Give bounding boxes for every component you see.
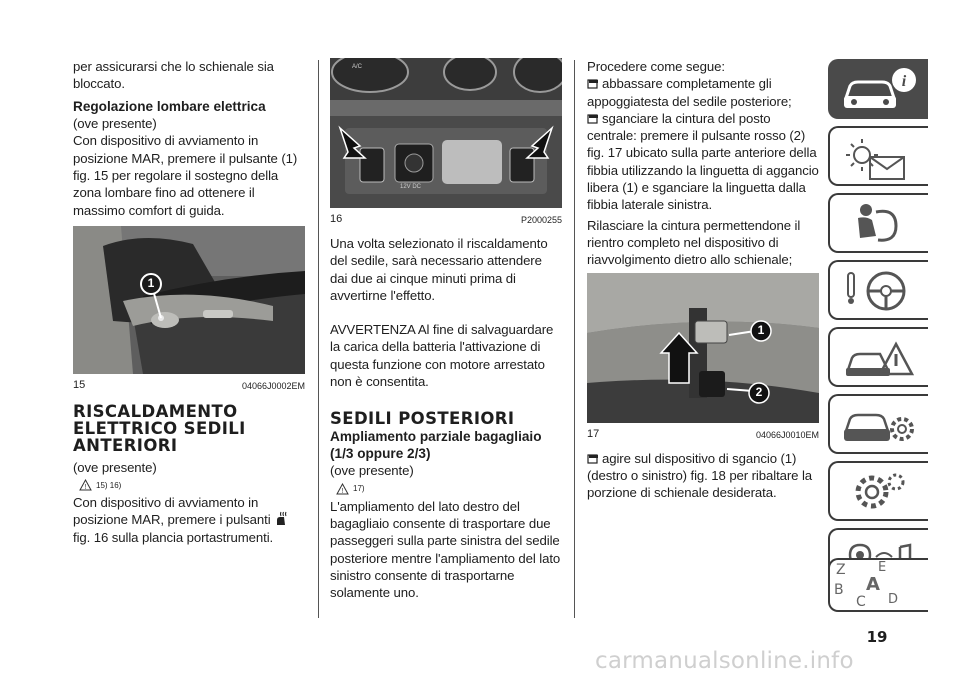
seat-heater-icon — [274, 511, 288, 527]
index-letter: A — [866, 574, 880, 595]
list-item — [587, 110, 819, 214]
fig17-callout-1: 1 — [757, 322, 765, 337]
fig15-code: 04066J0002EM — [241, 380, 305, 391]
fig16-code: P2000255 — [520, 215, 562, 225]
heated-warning-refs — [79, 478, 305, 492]
bullet-text: abbassare completamente gli appoggiatesta del sedile posteriore; — [587, 76, 792, 109]
car-info-icon — [840, 66, 924, 116]
tab-car-info[interactable] — [828, 59, 928, 119]
heated-ref-numbers: 15) 16) — [96, 480, 122, 490]
seat-belt-buckle-illustration — [587, 273, 819, 423]
fig15-callout: 1 — [147, 275, 155, 290]
figure-15 — [73, 226, 305, 374]
fig17-number: 17 — [587, 427, 600, 440]
warning-triangle-icon — [336, 483, 349, 495]
fig16-ac-label: A/C — [352, 64, 363, 70]
split-fold-text: L'ampliamento del lato destro del bagagliaio consente di trasportare due passeggeri sulla parte sinistra del sedile posteriore mentre l'ampliamento del lato sinistro consente di trasportarne solamente uno. — [330, 498, 561, 601]
tab-technical-data[interactable] — [828, 461, 928, 521]
lumbar-note: (ove presente) — [73, 116, 157, 132]
column-divider — [318, 60, 319, 618]
bullet-box-icon — [587, 454, 599, 464]
intro-text: per assicurarsi che lo schienale sia bloccato. — [73, 59, 274, 92]
figure-16 — [330, 58, 562, 208]
index-letter: B — [834, 582, 844, 598]
split-ref-number: 17) — [353, 484, 365, 494]
technical-data-icon — [840, 468, 924, 518]
column-left — [73, 58, 305, 546]
bullet-box-icon — [587, 114, 599, 124]
airbag-safety-icon — [840, 200, 924, 250]
column-middle — [330, 58, 562, 601]
tab-maintenance[interactable] — [828, 394, 928, 454]
index-letter: D — [888, 592, 899, 607]
fig16-socket-label: 12V DC — [400, 184, 422, 190]
fig17-code: 04066J0010EM — [755, 429, 819, 440]
heated-text-end: fig. 16 sulla plancia portastrumenti. — [73, 529, 274, 545]
split-fold-title: Ampliamento parziale bagagliaio (1/3 oppure 2/3) — [330, 429, 542, 461]
fig15-number: 15 — [73, 378, 86, 391]
tab-warning-lights[interactable] — [828, 126, 928, 186]
fig17-caption — [587, 428, 819, 440]
tab-emergency[interactable] — [828, 327, 928, 387]
warning-triangle-icon — [79, 479, 92, 491]
list-item — [587, 75, 819, 110]
svg-text:i: i — [901, 73, 907, 90]
svg-text:!: ! — [341, 487, 344, 495]
bullet-text: agire sul dispositivo di sgancio (1) (destro o sinistro) fig. 18 per ribaltare la porzione di schienale desiderata. — [587, 450, 813, 501]
split-fold-note: (ove presente) — [330, 463, 414, 479]
list-item — [587, 450, 819, 502]
bullet-box-icon — [587, 79, 599, 89]
heated-seats-title: RISCALDAMENTO ELETTRICO SEDILI ANTERIORI — [73, 401, 246, 455]
column-right — [587, 58, 819, 501]
lumbar-title: Regolazione lombare elettrica — [73, 98, 266, 114]
svg-text:!: ! — [84, 484, 87, 492]
rear-seats-title: SEDILI POSTERIORI — [330, 409, 515, 429]
index-letter: Z — [836, 562, 846, 578]
tab-driving[interactable] — [828, 260, 928, 320]
column-divider — [574, 60, 575, 618]
tab-index[interactable] — [828, 558, 928, 612]
procedure-lead: Procedere come segue: — [587, 59, 725, 74]
watermark: carmanualsonline.info — [595, 648, 854, 674]
page-number: 19 — [866, 628, 888, 646]
bullet-text: sganciare la cintura del posto centrale: premere il pulsante rosso (2) fig. 17 ubicato sulla parte anteriore della fibbia utilizzando la linguetta di aggancio libera (1) e sganciare la linguetta dalla fibbia laterale sinistra. — [587, 110, 819, 213]
steering-key-icon — [840, 267, 924, 317]
fig17-callout-2: 2 — [755, 384, 763, 399]
lumbar-text: Con dispositivo di avviamento in posizione MAR, premere il pulsante (1) fig. 15 per regolare il sostegno della zona lombare fino ad ottenere il massimo comfort di guida. — [73, 133, 298, 218]
heated-text-start: Con dispositivo di avviamento in posizione MAR, premere i pulsanti — [73, 495, 271, 528]
fig15-caption — [73, 379, 305, 391]
release-belt-text: Rilasciare la cintura permettendone il rientro completo nel dispositivo di riavvolgimento dietro allo schienale; — [587, 217, 801, 268]
heated-text — [73, 494, 305, 546]
seat-lumbar-illustration — [73, 226, 305, 374]
warning-lights-icon — [840, 133, 924, 183]
heating-wait-text: Una volta selezionato il riscaldamento del sedile, sarà necessario attendere dai due ai cinque minuti prima di avvertirne l'effetto. — [330, 236, 548, 303]
dashboard-switches-illustration — [330, 58, 562, 208]
tab-safety[interactable] — [828, 193, 928, 253]
alphabetical-index-icon — [830, 560, 928, 612]
fig16-caption — [330, 213, 562, 225]
index-letter: E — [878, 560, 887, 575]
car-service-icon — [840, 401, 924, 451]
heated-seats-note: (ove presente) — [73, 459, 157, 475]
index-letter: C — [856, 594, 866, 610]
fig16-number: 16 — [330, 213, 343, 225]
accident-emergency-icon — [840, 334, 924, 384]
split-warning-refs — [336, 482, 562, 496]
figure-17 — [587, 273, 819, 423]
battery-warning-text: AVVERTENZA Al fine di salvaguardare la carica della batteria l'attivazione di questa funzione con motore arrestato non è consentita. — [330, 322, 554, 390]
